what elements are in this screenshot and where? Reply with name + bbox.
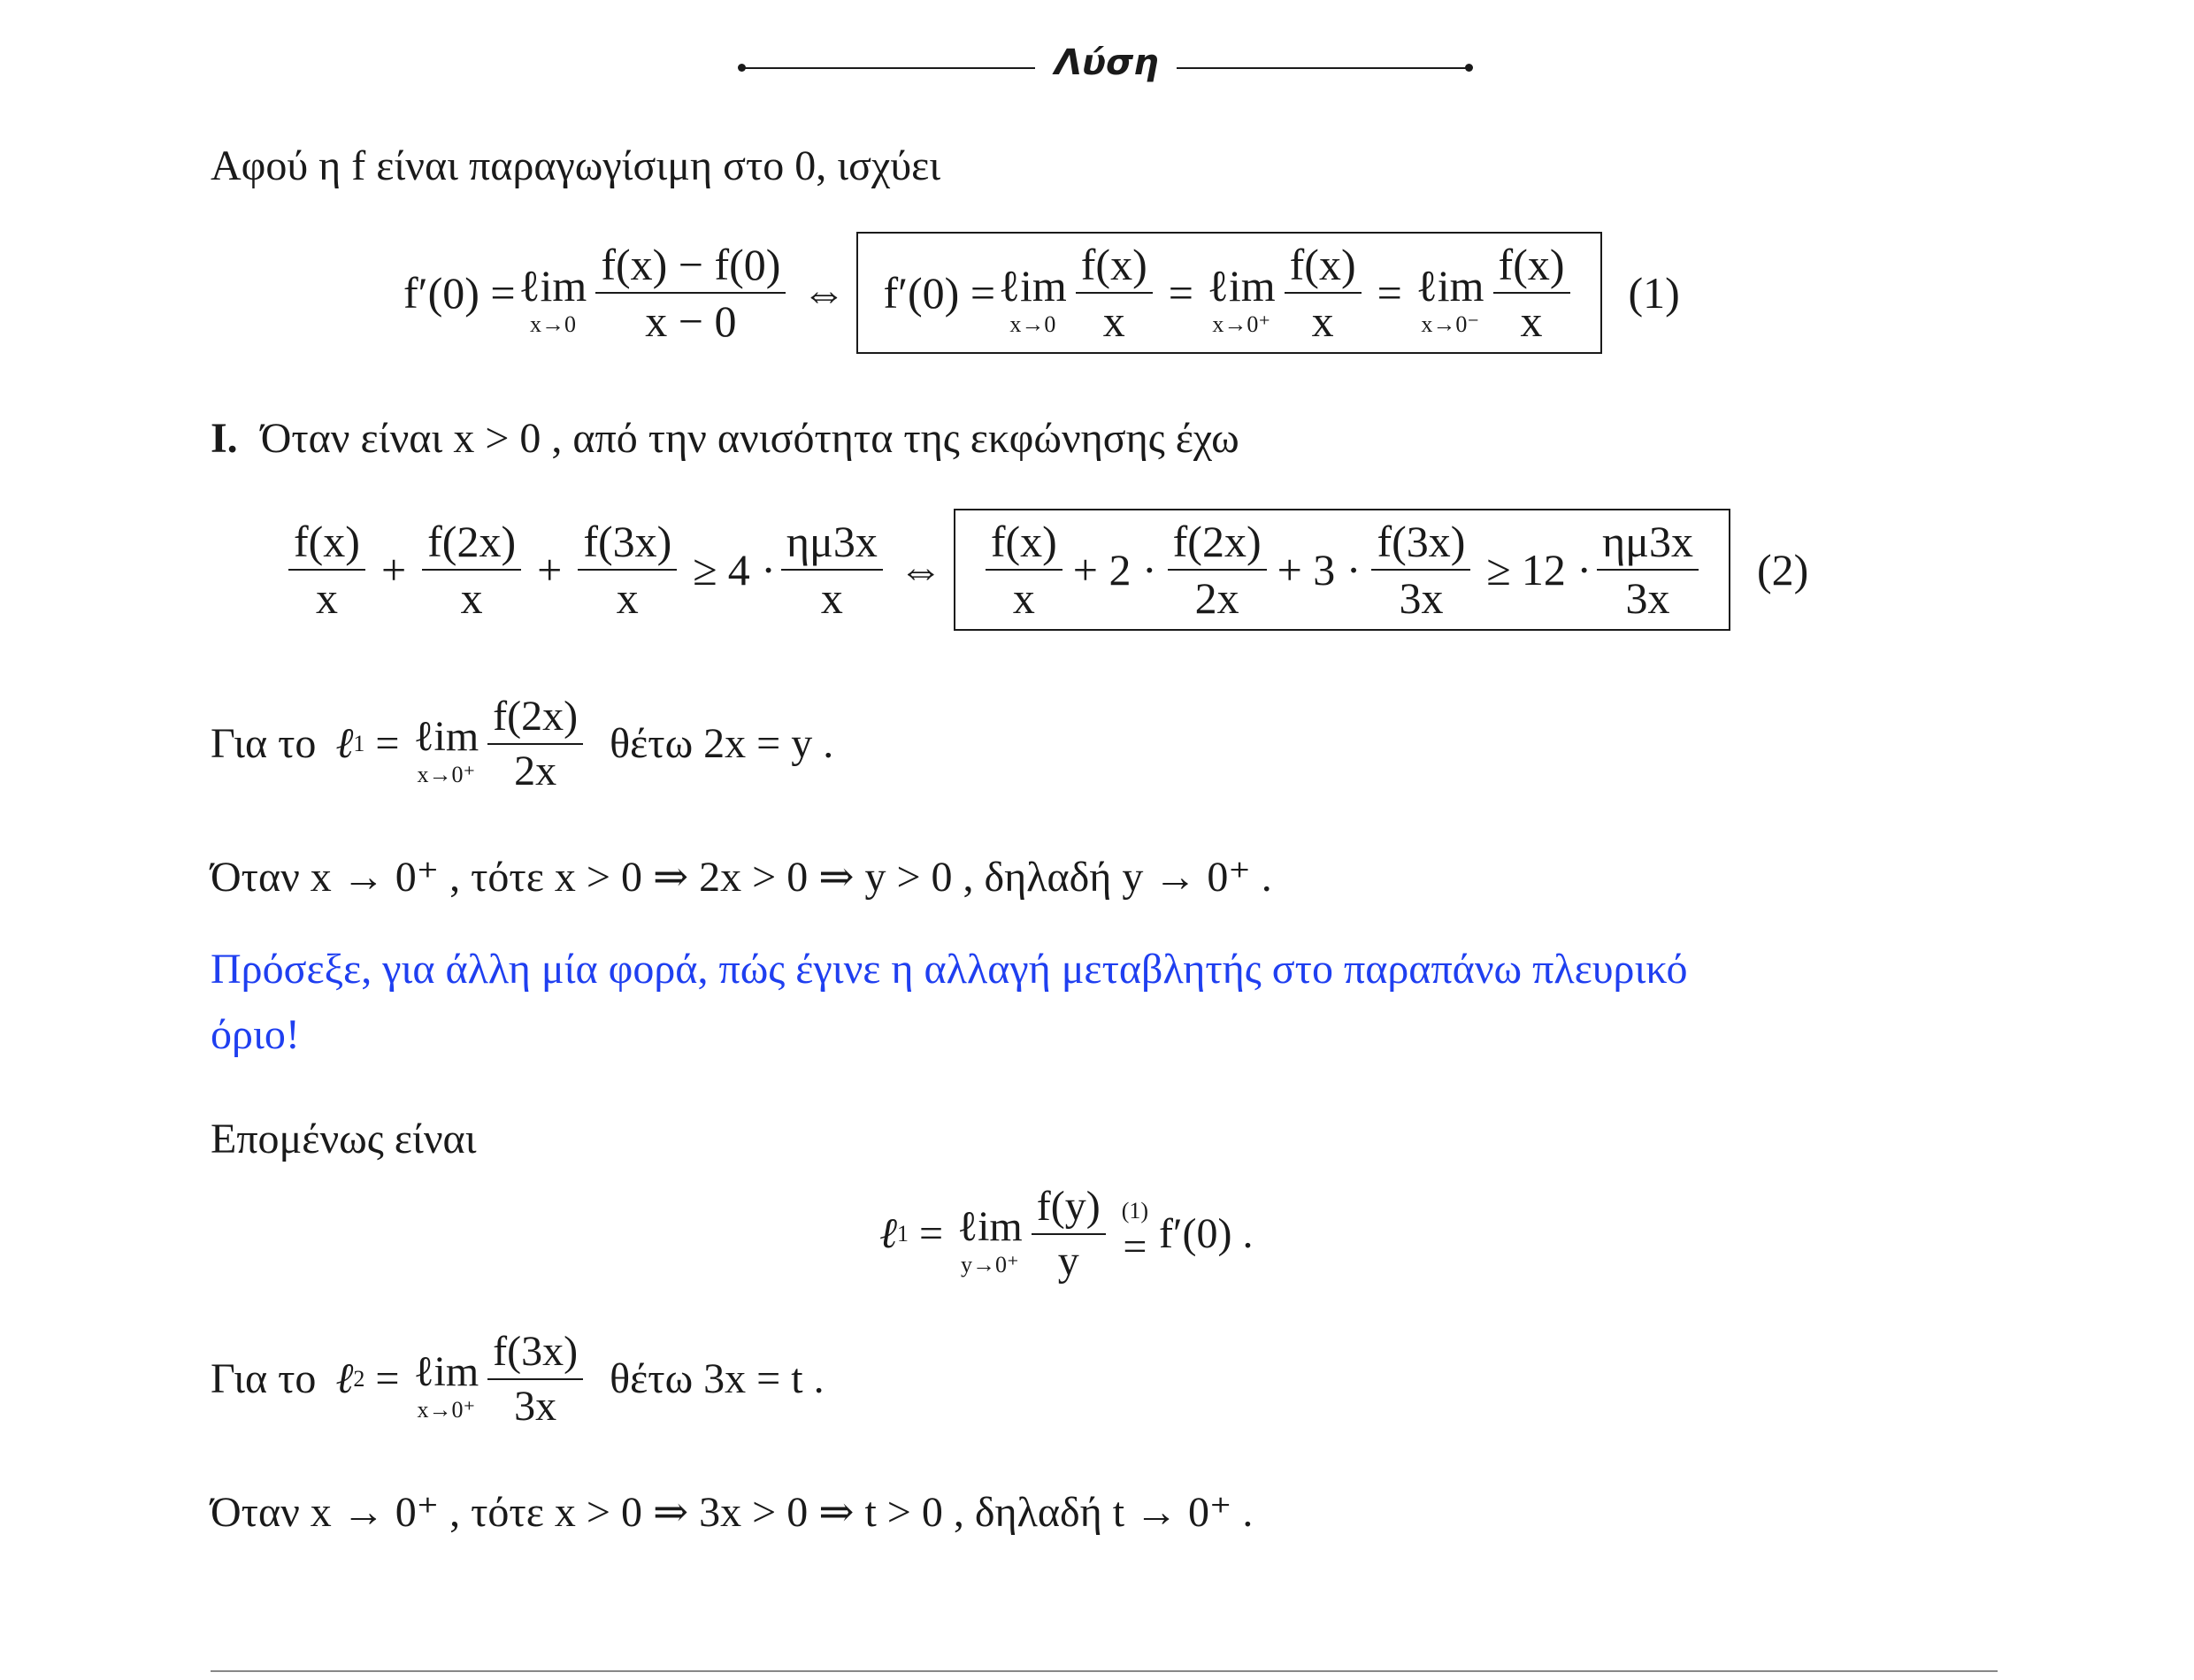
fraction-denominator: x (820, 573, 843, 623)
coefficient-3: + 3 · (1277, 545, 1362, 595)
equals-sign: = (1168, 268, 1193, 318)
limit-subscript: x→0⁺ (417, 1397, 476, 1423)
l2-definition (211, 1323, 825, 1435)
coefficient-4: 4 · (727, 545, 776, 595)
note-line-2: όριο! (211, 1011, 300, 1058)
equation-reference: (1) (1121, 1198, 1149, 1224)
eq2-frac-f3x (578, 517, 677, 623)
fraction-denominator: x (1102, 296, 1125, 346)
fraction-denominator: x (616, 573, 639, 623)
equation-label: (2) (1757, 545, 1809, 595)
fraction-denominator: 3x (1625, 573, 1670, 623)
eq1-lhs: f′(0) = (403, 268, 516, 318)
fraction-denominator: x − 0 (645, 296, 737, 346)
limit-symbol: ℓim (413, 1348, 479, 1395)
limit-symbol: ℓim (1415, 261, 1484, 311)
limit-subscript: y→0⁺ (961, 1252, 1019, 1277)
fraction-numerator: f(y) (1032, 1185, 1106, 1235)
limit-symbol: ℓim (413, 713, 479, 760)
equation-2 (283, 504, 1808, 635)
hence-text: Επομένως είναι (211, 1116, 477, 1162)
geq-sign: ≥ (1486, 545, 1511, 595)
plus-sign: + (380, 545, 407, 595)
fraction-denominator: x (460, 573, 483, 623)
iff-symbol: ⇔ (898, 545, 943, 595)
limit-symbol: ℓim (999, 261, 1067, 311)
eq1-boxed (856, 232, 1601, 354)
fraction-numerator: f(x) − f(0) (595, 242, 786, 294)
limit-subscript: x→0⁺ (417, 762, 476, 787)
fraction-denominator: y (1057, 1238, 1079, 1285)
limit-subscript: x→0⁺ (1212, 311, 1271, 337)
eq1-limit-a (518, 261, 587, 337)
section-title: Λύση (1055, 42, 1159, 83)
fraction-denominator: 2x (514, 748, 557, 794)
fraction-numerator: f(x) (1285, 242, 1362, 294)
limit-symbol: ℓim (518, 261, 587, 311)
geq-sign: ≥ (693, 545, 717, 595)
fraction-numerator: f(x) (288, 519, 365, 571)
ell-symbol: ℓ (335, 1355, 354, 1402)
eq3-limit (957, 1203, 1023, 1277)
fraction-numerator: f(2x) (487, 695, 583, 745)
eq2-frac-f2x (422, 517, 521, 623)
fraction-numerator: f(3x) (578, 519, 677, 571)
ell-subscript: 1 (353, 731, 365, 756)
limit-symbol: ℓim (1207, 261, 1276, 311)
eq2-boxed (954, 509, 1730, 631)
part1-line (211, 412, 1239, 465)
equation-1 (403, 228, 1680, 357)
fraction-numerator: ημ3x (1597, 519, 1699, 571)
l1-prefix: Για το (211, 720, 317, 767)
fraction-denominator: x (1012, 573, 1035, 623)
ell-symbol: ℓ (879, 1210, 897, 1257)
ell-subscript: 1 (897, 1221, 909, 1247)
equation-3 (879, 1177, 1253, 1292)
page-bottom-rule (211, 1670, 1998, 1672)
l2-prefix: Για το (211, 1355, 317, 1402)
ell-symbol: ℓ (335, 720, 354, 767)
fraction-numerator: ημ3x (781, 519, 883, 571)
part-marker: Ι. (211, 415, 238, 462)
l2-when-text: Όταν x → 0⁺ , τότε x > 0 ⇒ 3x > 0 ⇒ t > 0 , δηλαδή t → 0⁺ . (211, 1489, 1254, 1536)
eq3-fraction (1032, 1185, 1106, 1283)
eq2-box-frac-fx (986, 517, 1062, 623)
fraction-numerator: f(x) (986, 519, 1062, 571)
title-rule-left (741, 67, 1035, 69)
eq1-limit-c (1207, 261, 1276, 337)
eq2-frac-hm3x (781, 517, 883, 623)
equals-sign: = (919, 1210, 944, 1257)
equals-sign: = (375, 1355, 400, 1402)
fraction-denominator: 3x (1399, 573, 1444, 623)
eq1-limit-d (1415, 261, 1484, 337)
eq2-box-frac-hm3x (1597, 517, 1699, 623)
equation-label: (1) (1628, 268, 1680, 318)
fraction-denominator: 2x (1194, 573, 1239, 623)
l2-fraction (487, 1328, 583, 1430)
l1-suffix: θέτω 2x = y . (610, 720, 834, 767)
part1-text: Όταν είναι x > 0 , από την ανισότητα της εκφώνησης έχω (260, 415, 1239, 462)
equals-sign: = (375, 720, 400, 767)
limit-subscript: x→0 (1009, 311, 1056, 337)
l1-limit (413, 713, 479, 787)
fraction-numerator: f(2x) (422, 519, 521, 571)
tagged-equals (1122, 1200, 1148, 1269)
fraction-denominator: 3x (514, 1383, 557, 1430)
fraction-denominator: x (315, 573, 338, 623)
l1-definition (211, 688, 833, 800)
eq1-box-lhs: f′(0) = (883, 268, 996, 318)
eq1-fraction-difference (595, 240, 786, 346)
equals-sign: = (1123, 1224, 1147, 1270)
ell-subscript: 2 (353, 1366, 365, 1392)
limit-symbol: ℓim (957, 1203, 1023, 1250)
eq1-fraction (1076, 240, 1153, 346)
title-rule-right-dot (1465, 64, 1473, 72)
fraction-denominator: x (1311, 296, 1334, 346)
plus-sign: + (537, 545, 563, 595)
fraction-numerator: f(3x) (487, 1331, 583, 1380)
intro-text: Αφού η f είναι παραγωγίσιμη στο 0, ισχύει (211, 142, 941, 189)
iff-symbol: ⇔ (802, 268, 847, 318)
coefficient-12: 12 · (1521, 545, 1592, 595)
eq1-fraction (1285, 240, 1362, 346)
fraction-numerator: f(x) (1076, 242, 1153, 294)
l1-when-text: Όταν x → 0⁺ , τότε x > 0 ⇒ 2x > 0 ⇒ y > 0 , δηλαδή y → 0⁺ . (211, 854, 1272, 901)
title-rule-right (1177, 67, 1470, 69)
l2-suffix: θέτω 3x = t . (610, 1355, 825, 1402)
fraction-numerator: f(2x) (1168, 519, 1267, 571)
eq1-fraction (1493, 240, 1570, 346)
fraction-numerator: f(3x) (1371, 519, 1470, 571)
equals-sign: = (1377, 268, 1402, 318)
eq2-box-frac-f3x (1371, 517, 1470, 623)
note-line-1: Πρόσεξε, για άλλη μία φορά, πώς έγινε η αλλαγή μεταβλητής στο παραπάνω πλευρικό (211, 946, 1688, 993)
l1-fraction (487, 695, 583, 793)
eq2-box-frac-f2x (1168, 517, 1267, 623)
eq3-rhs: f′(0) . (1159, 1210, 1254, 1257)
l2-limit (413, 1348, 479, 1423)
fraction-denominator: x (1520, 296, 1543, 346)
limit-subscript: x→0 (529, 311, 576, 337)
limit-subscript: x→0⁻ (1421, 311, 1480, 337)
coefficient-2: + 2 · (1072, 545, 1157, 595)
eq1-limit-b (999, 261, 1067, 337)
fraction-numerator: f(x) (1493, 242, 1570, 294)
eq2-frac-fx (288, 517, 365, 623)
